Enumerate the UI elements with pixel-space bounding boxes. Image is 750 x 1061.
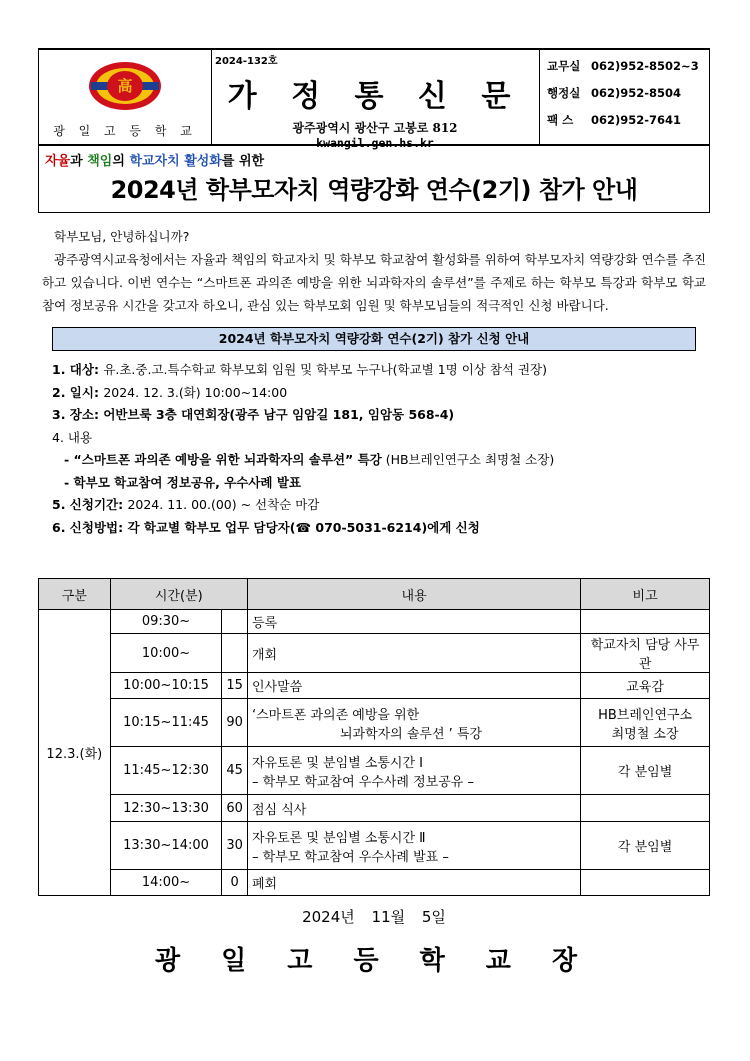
list-item-target [52,359,710,382]
intro-text [42,225,706,317]
table-cell: 폐회 [247,870,580,896]
table-cell: 30 [222,822,248,870]
list-item-date [52,382,710,405]
school-block [39,50,212,144]
text-span: 각 학교별 학부모 업무 담당자(☎ 070-5031-6214)에게 신청 [127,519,480,535]
text-span: – 학부모 학교참여 우수사례 정보공유 – [251,774,474,790]
table-cell: 인사말씀 [247,673,580,699]
issue-date: 2024년 11월 5일 [302,908,446,926]
text-span: 유.초.중.고.특수학교 학부모회 임원 및 학부모 누구나(학교별 1명 이상 참석 권장) [103,362,547,377]
text-span: 2024. 11. 00.(00) ~ 선착순 마감 [127,497,320,512]
text-span: 뇌과학자의 솔루션 ’ 특강 [339,726,483,742]
section-title: 2024년 학부모자치 역량강화 연수(2기) 참가 신청 안내 [52,327,696,351]
table-cell [222,634,248,673]
table-cell [581,870,710,896]
contact-block [539,50,709,144]
headline: 2024년 학부모자치 역량강화 연수(2기) 참가 안내 [110,176,638,204]
table-row [39,822,710,870]
letterhead [38,48,710,150]
text-span: (HB브레인연구소 최명철 소장) [381,452,555,467]
contact-line-office: 교무실 062)952-8502~3 [547,59,699,73]
table-cell [581,610,710,634]
notice-page [38,48,710,976]
col-header-note: 비고 [581,579,710,610]
table-cell: 90 [222,699,248,747]
table-row [39,634,710,673]
table-cell: 각 분임별 [581,822,710,870]
table-cell: 학교자치 담당 사무관 [581,634,710,673]
text-span: ‘스마트폰 과의존 예방을 위한 [251,707,420,723]
text-span: 의 [112,154,130,169]
table-cell [247,822,580,870]
text-span: 2024. 12. 3.(화) 10:00~14:00 [103,384,288,400]
text-span: 자유토론 및 분임별 소통시간 Ⅱ [251,830,426,846]
time-cell: 14:00~ [110,870,222,896]
schedule-table [38,578,710,896]
contact-line-fax: 팩 스 062)952-7641 [547,113,682,127]
text-span: 과 [70,154,88,169]
kicker [45,150,264,169]
time-cell: 13:30~14:00 [110,822,222,870]
time-cell: 11:45~12:30 [110,747,222,795]
text-span: 1. 대상: [52,362,104,377]
table-cell [222,610,248,634]
text-span: 자유토론 및 분임별 소통시간 Ⅰ [251,755,424,771]
headline-box [38,146,710,213]
time-cell: 10:00~10:15 [110,673,222,699]
table-row [39,747,710,795]
list-item-method [52,517,710,540]
table-cell: 15 [222,673,248,699]
table-row [39,699,710,747]
list-item-place [52,404,710,427]
svg-text:高: 高 [117,77,133,95]
text-span: 6. 신청방법: [52,519,128,535]
document-title: 가 정 통 신 문 [227,79,523,114]
table-cell: 각 분임별 [581,747,710,795]
text-span: 를 위한 [221,154,265,169]
date-cell: 12.3.(화) [39,610,111,896]
table-cell: 45 [222,747,248,795]
principal-signature: 광 일 고 등 학 교 장 [154,946,594,976]
text-span: – 학부모 학교참여 우수사례 발표 – [251,849,449,865]
table-cell [247,747,580,795]
list-item-content [52,427,710,450]
col-header-time: 시간(분) [110,579,247,610]
col-header-category: 구분 [39,579,111,610]
school-logo-icon [87,60,163,112]
intro-body: 광주광역시교육청에서는 자율과 책임의 학교자치 및 학부모 학교참여 활성화를 위하여 학부모자치 역량강화 연수를 추진하고 있습니다. 이번 연수는 “스마트폰 과의존 예방을 위한 뇌과학자의 솔루션”를 주제로 하는 학부모 특강과 학부모 학교참여 정보공유 시간을 갖고자 하오니, 관심 있는 학부모회 임원 및 학부모님들의 적극적인 신청 바랍니다. [42,252,706,313]
list-item-content-lecture [52,449,710,472]
text-span: 자율 [45,154,71,169]
title-block [211,50,540,150]
school-name: 광 일 고 등 학 교 [53,124,197,138]
text-span: 어반브룩 3층 대연회장(광주 남구 임암길 181, 임암동 568-4) [103,407,455,422]
school-website[interactable]: kwangil.gen.hs.kr [316,136,434,150]
text-span: HB브레인연구소 [598,707,693,723]
table-cell [247,699,580,747]
table-row [39,673,710,699]
table-header-row [39,579,710,610]
text-span: 5. 신청기간: [52,497,128,512]
table-row [39,795,710,822]
text-span: 학교자치 활성화 [129,154,222,169]
table-cell: 60 [222,795,248,822]
issue-number: 2024-132호 [215,56,278,67]
table-row [39,870,710,896]
table-cell: 교육감 [581,673,710,699]
table-row [39,610,710,634]
text-span: - “스마트폰 과의존 예방을 위한 뇌과학자의 솔루션” 특강 [64,452,382,467]
school-address: 광주광역시 광산구 고봉로 812 [292,121,458,135]
time-cell: 10:00~ [110,634,222,673]
time-cell: 12:30~13:30 [110,795,222,822]
table-cell: 개회 [247,634,580,673]
table-cell [581,699,710,747]
table-cell: 점심 식사 [247,795,580,822]
text-span: 4. 내용 [52,429,93,445]
list-item-period [52,494,710,517]
table-cell [581,795,710,822]
time-cell: 09:30~ [110,610,222,634]
list-item-content-sharing: - 학부모 학교참여 정보공유, 우수사례 발표 [64,474,301,490]
text-span: 최명철 소장 [611,726,679,742]
contact-line-admin: 행정실 062)952-8504 [547,86,682,100]
table-cell: 등록 [247,610,580,634]
col-header-content: 내용 [247,579,580,610]
text-span: 3. 장소: [52,407,104,422]
info-list [52,359,710,539]
text-span: 책임 [87,154,113,169]
time-cell: 10:15~11:45 [110,699,222,747]
greeting: 학부모님, 안녕하십니까? [54,229,190,244]
table-cell: 0 [222,870,248,896]
text-span: 2. 일시: [52,384,104,400]
